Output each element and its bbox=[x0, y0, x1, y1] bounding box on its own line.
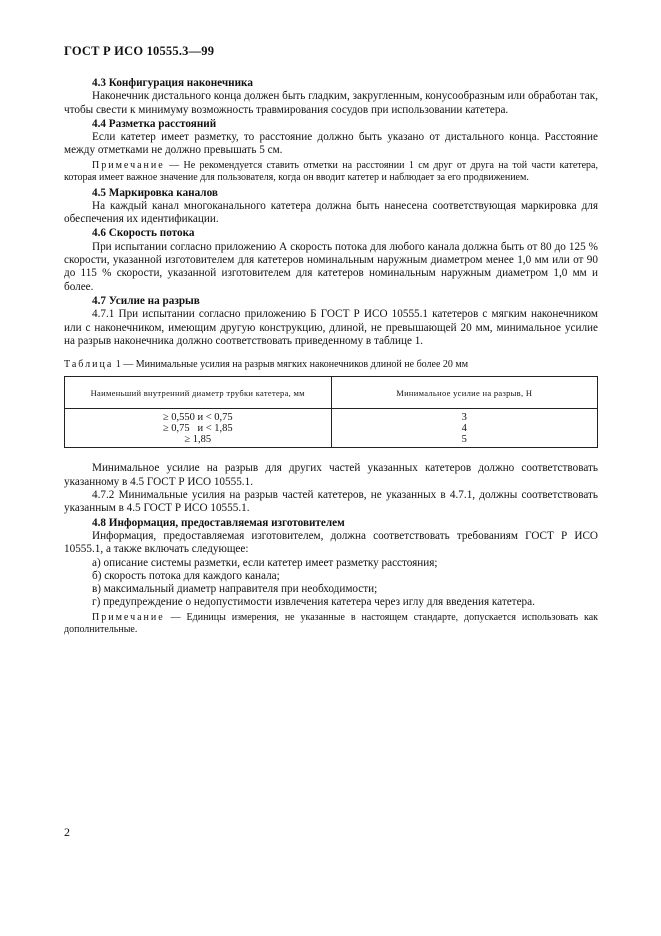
page-number: 2 bbox=[64, 825, 70, 839]
force-value: 5 bbox=[461, 433, 467, 445]
force-value: 3 bbox=[461, 411, 467, 423]
table-header-diameter: Наименьший внутренний диаметр трубки катетера, мм bbox=[65, 377, 332, 409]
section-heading-4-7: 4.7 Усилие на разрыв bbox=[92, 294, 200, 307]
section-heading-4-6: 4.6 Скорость потока bbox=[92, 227, 195, 240]
list-item: в) максимальный диаметр направителя при необходимости; bbox=[92, 583, 378, 596]
paragraph-4-8: Информация, предоставляемая изготовителем, должна соответствовать требованиям ГОСТ Р ИСО 10555.1, а также включать следующее: bbox=[64, 529, 598, 556]
section-heading-4-3: 4.3 Конфигурация наконечника bbox=[92, 77, 253, 89]
section-heading-4-8: 4.8 Информация, предоставляемая изготовителем bbox=[92, 516, 345, 529]
section-heading-4-4: 4.4 Разметка расстояний bbox=[92, 117, 217, 130]
table-caption bbox=[64, 358, 598, 371]
document-body bbox=[64, 76, 598, 639]
paragraph-4-7-1: 4.7.1 При испытании согласно приложению Б ГОСТ Р ИСО 10555.1 катетеров с мягким наконечником или с наконечником, имеющим другую конструкцию, длиной, не превышающей 20 мм, минимальное усилие на разрыв наконечника должно соответствовать приведенному в таблице 1. bbox=[64, 308, 598, 347]
table-1 bbox=[64, 376, 598, 448]
diameter-value: ≥ 1,85 bbox=[184, 433, 212, 445]
table-caption-label: Таблица bbox=[64, 359, 114, 371]
force-value: 4 bbox=[461, 422, 467, 434]
note-label: Примечание bbox=[92, 159, 165, 171]
note-4-4 bbox=[64, 160, 598, 185]
paragraph-4-4: Если катетер имеет разметку, то расстояние должно быть указано от дистального конца. Расстояние между отметками не должно превышать 5 см. bbox=[64, 131, 598, 157]
note-label: Примечание bbox=[92, 611, 165, 623]
document-header: ГОСТ Р ИСО 10555.3—99 bbox=[64, 44, 215, 58]
list-item: а) описание системы разметки, если катетер имеет разметку расстояния; bbox=[92, 556, 438, 569]
list-item: б) скорость потока для каждого канала; bbox=[92, 569, 280, 582]
diameter-value: ≥ 0,550 и < 0,75 bbox=[162, 411, 233, 423]
list-item: г) предупреждение о недопустимости извлечения катетера через иглу для введения катетера. bbox=[92, 596, 535, 609]
paragraph-4-5: На каждый канал многоканального катетера должна быть нанесена соответствующая маркировка для обеспечения их идентификации. bbox=[64, 199, 598, 226]
table-caption-text: 1 — Минимальные усилия на разрыв мягких наконечников длиной не более 20 мм bbox=[113, 359, 469, 371]
table-row bbox=[65, 409, 598, 448]
table-cell-diameters bbox=[65, 409, 332, 448]
note-text: — Не рекомендуется ставить отметки на расстоянии 1 см друг от друга на той части катетера, которая имеет важное значение для пользователя, когда он вводит катетер и наблюдает за его продвижением. bbox=[64, 159, 598, 184]
table-header-force: Минимальное усилие на разрыв, Н bbox=[331, 377, 598, 409]
after-table-block bbox=[64, 462, 598, 515]
table-header-row bbox=[65, 377, 598, 409]
section-heading-4-5: 4.5 Маркировка каналов bbox=[92, 186, 218, 199]
note-text: — Единицы измерения, не указанные в настоящем стандарте, допускается использовать как дополнительные. bbox=[64, 611, 598, 636]
paragraph-4-6: При испытании согласно приложению А скорость потока для любого канала должна быть от 80 до 125 % скорости, указанной изготовителем для катетеров номинальным наружным диаметром менее 1,0 мм или от 90 до 115 % скорости, указанной изготовителем для катетеров номинальным наружным диаметром 1,0 мм и более. bbox=[64, 240, 598, 293]
paragraph-after-table: Минимальное усилие на разрыв для других частей указанных катетеров должно соответствовать указанному в 4.5 ГОСТ Р ИСО 10555.1. bbox=[64, 462, 598, 488]
table-cell-forces bbox=[331, 409, 598, 448]
diameter-value: ≥ 0,75 и < 1,85 bbox=[162, 422, 233, 434]
paragraph-4-3: Наконечник дистального конца должен быть гладким, закругленным, конусообразным или обработан так, чтобы свести к минимуму возможность травмирования сосудов при использовании катетера. bbox=[64, 90, 598, 116]
note-4-8 bbox=[64, 612, 598, 637]
paragraph-4-7-2: 4.7.2 Минимальные усилия на разрыв частей катетеров, не указанных в 4.7.1, должны соответствовать указанным в 4.5 ГОСТ Р ИСО 10555.1. bbox=[64, 489, 598, 515]
